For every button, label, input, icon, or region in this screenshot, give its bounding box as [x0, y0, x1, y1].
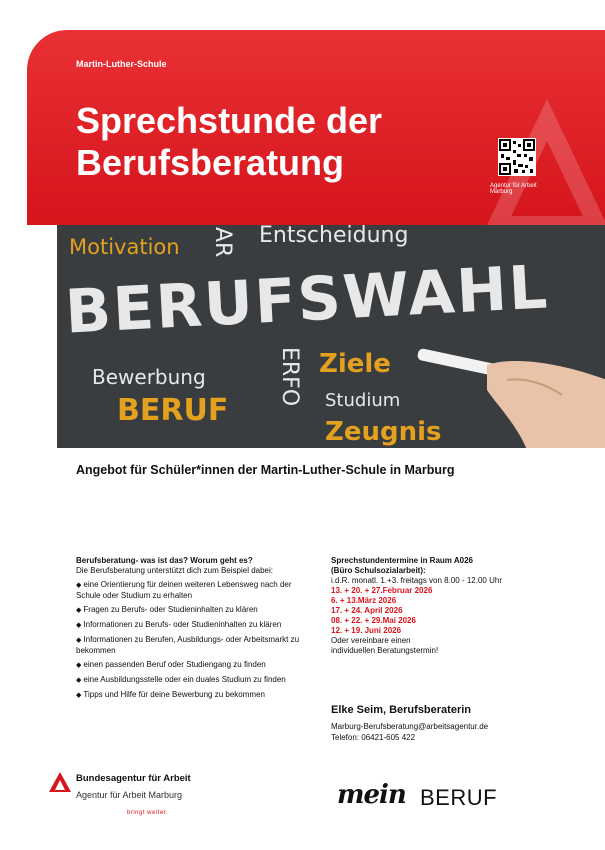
- date-item: 17. + 24. April 2026: [331, 606, 403, 615]
- word-ziele: Ziele: [319, 349, 391, 379]
- date-item: 12. + 19. Juni 2026: [331, 626, 402, 635]
- word-berufswahl: BERUFSWAHL: [63, 252, 551, 348]
- schedule-heading: Sprechstundentermine in Raum A026: [331, 556, 473, 565]
- list-item: ◆ Informationen zu Berufs- oder Studieninhalten zu klären: [76, 620, 316, 631]
- word-bewerbung: Bewerbung: [92, 365, 206, 389]
- contact-name: Elke Seim, Berufsberaterin: [331, 704, 472, 716]
- ba-name: Bundesagentur für Arbeit: [76, 773, 191, 784]
- meinberuf-logo-mein: mein: [337, 780, 406, 810]
- schedule-room: (Büro Schulsozialarbeit):: [331, 566, 426, 575]
- date-item: 6. + 13.März 2026: [331, 596, 397, 605]
- schedule-column: [331, 556, 581, 656]
- word-motivation: Motivation: [69, 235, 180, 259]
- info-column: [76, 556, 316, 705]
- date-item: 13. + 20. + 27.Februar 2026: [331, 586, 433, 595]
- contact-email[interactable]: Marburg-Berufsberatung@arbeitsagentur.de: [331, 722, 489, 731]
- date-item: 08. + 22. + 29.Mai 2026: [331, 616, 416, 625]
- list-item: ◆ eine Orientierung für deinen weiteren Lebensweg nach der Schule oder Studium zu erhalten: [76, 580, 316, 601]
- word-entscheidung: Entscheidung: [259, 225, 409, 248]
- contact-phone: Telefon: 06421-605 422: [331, 733, 416, 742]
- list-item: ◆ einen passenden Beruf oder Studiengang zu finden: [76, 660, 316, 671]
- subheading: Angebot für Schüler*innen der Martin-Luther-Schule in Marburg: [76, 463, 455, 477]
- qr-caption: Agentur für Arbeit Marburg: [490, 183, 537, 195]
- info-list: [76, 580, 316, 701]
- list-item: ◆ Informationen zu Berufen, Ausbildungs- oder Arbeitsmarkt zu bekommen: [76, 635, 316, 656]
- word-arbeit: AR: [210, 227, 235, 258]
- list-item: ◆ Tipps und Hilfe für deine Bewerbung zu bekommen: [76, 690, 316, 701]
- info-intro: Die Berufsberatung unterstützt dich zum Beispiel dabei:: [76, 566, 273, 575]
- info-question: Berufsberatung- was ist das? Worum geht es?: [76, 556, 253, 565]
- ba-tagline: bringt weiter.: [127, 810, 169, 816]
- word-erfolg: ERFO: [277, 347, 302, 407]
- word-zeugnis: Zeugnis: [325, 417, 442, 447]
- word-beruf: BERUF: [117, 393, 229, 428]
- word-studium: Studium: [325, 390, 401, 411]
- meinberuf-logo-beruf: BERUF: [420, 785, 498, 810]
- ba-agency: Agentur für Arbeit Marburg: [76, 790, 183, 800]
- schedule-times: i.d.R. monatl. 1.+3. freitags von 8.00 - 12.00 Uhr: [331, 576, 502, 585]
- qr-code-icon: [498, 138, 536, 176]
- list-item: ◆ Fragen zu Berufs- oder Studieninhalten zu klären: [76, 605, 316, 616]
- hand-with-chalk-image: [417, 335, 605, 448]
- appointment-note: individuellen Beratungstermin!: [331, 646, 439, 655]
- contact-block: [331, 704, 488, 743]
- ba-logo-icon: [48, 771, 72, 793]
- list-item: ◆ eine Ausbildungsstelle oder ein duales Studium zu finden: [76, 675, 316, 686]
- appointment-note: Oder vereinbare einen: [331, 636, 411, 645]
- page-title: Sprechstunde der Berufsberatung: [76, 100, 383, 183]
- school-name: Martin-Luther-Schule: [76, 59, 167, 69]
- chalkboard-image: [57, 225, 605, 448]
